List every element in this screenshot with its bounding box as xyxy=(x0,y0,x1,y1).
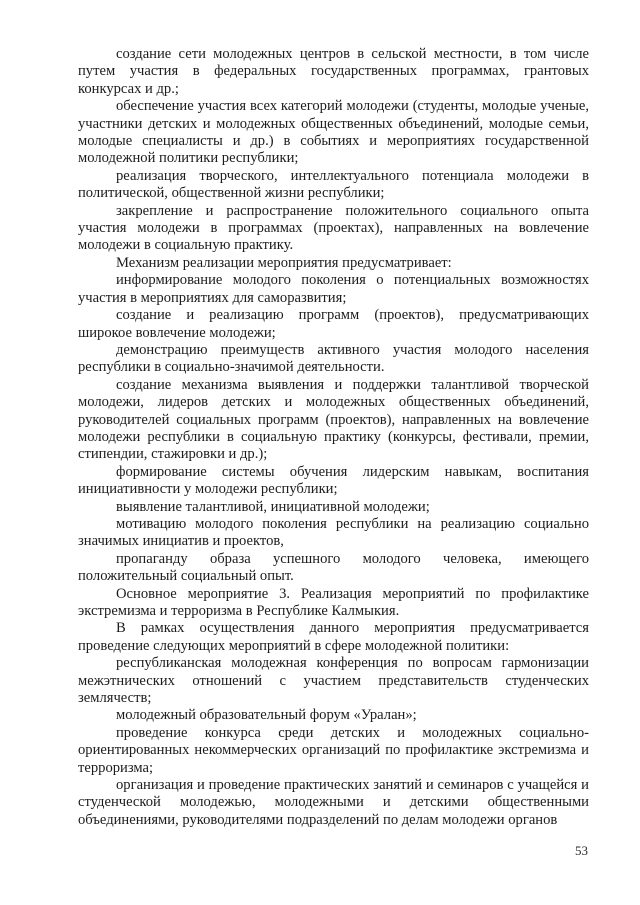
paragraph: обеспечение участия всех категорий молодежи (студенты, молодые ученые, участники детских и молодежных общественных объединений, молодые семьи, молодые специалисты и др.) в событиях и мероприятиях государственной молодежной политики республики; xyxy=(78,98,589,167)
paragraph: мотивацию молодого поколения республики на реализацию социально значимых инициатив и проектов, xyxy=(78,515,589,550)
paragraph: организация и проведение практических занятий и семинаров с учащейся и студенческой молодежью, молодежными и детскими общественными объединениями, руководителями подразделений по делам молодежи органов xyxy=(78,777,589,828)
paragraph: В рамках осуществления данного мероприятия предусматривается проведение следующих мероприятий в сфере молодежной политики: xyxy=(78,620,589,654)
paragraph: реализация творческого, интеллектуального потенциала молодежи в политической, общественной жизни республики; xyxy=(78,167,589,202)
paragraph: создание и реализацию программ (проектов), предусматривающих широкое вовлечение молодежи; xyxy=(78,307,589,341)
paragraph: создание механизма выявления и поддержки талантливой творческой молодежи, лидеров детских и молодежных общественных объединений, руководителей социальных программ (проектов), направленных на вовлечение молодежи республики в социальную практику (конкурсы, фестивали, премии, стипендии, стажировки и др.); xyxy=(78,376,589,463)
page-number: 53 xyxy=(575,843,588,858)
paragraph: формирование системы обучения лидерским навыкам, воспитания инициативности у молодежи республики; xyxy=(78,463,589,498)
paragraph: создание сети молодежных центров в сельской местности, в том числе путем участия в федеральных государственных программах, грантовых конкурсах и др.; xyxy=(78,46,589,97)
body-text xyxy=(78,46,589,829)
paragraph: молодежный образовательный форум «Уралан»; xyxy=(116,707,417,724)
section-heading-paragraph: Основное мероприятие 3. Реализация мероприятий по профилактике экстремизма и терроризма в Республике Калмыкия. xyxy=(78,585,589,619)
paragraph: демонстрацию преимуществ активного участия молодого населения республики в социально-значимой деятельности. xyxy=(78,341,589,376)
paragraph: выявление талантливой, инициативной молодежи; xyxy=(116,498,430,515)
paragraph: Механизм реализации мероприятия предусматривает: xyxy=(116,254,452,271)
paragraph: республиканская молодежная конференция по вопросам гармонизации межэтнических отношений с участием представительств студенческих землячеств; xyxy=(78,655,589,707)
paragraph: проведение конкурса среди детских и молодежных социально-ориентированных некоммерческих организаций по профилактике экстремизма и терроризма; xyxy=(78,724,589,776)
paragraph: закрепление и распространение положительного социального опыта участия молодежи в программах (проектах), направленных на вовлечение молодежи в социальную практику. xyxy=(78,202,589,254)
paragraph: пропаганду образа успешного молодого человека, имеющего положительный социальный опыт. xyxy=(78,550,589,585)
paragraph: информирование молодого поколения о потенциальных возможностях участия в мероприятиях для саморазвития; xyxy=(78,272,589,306)
